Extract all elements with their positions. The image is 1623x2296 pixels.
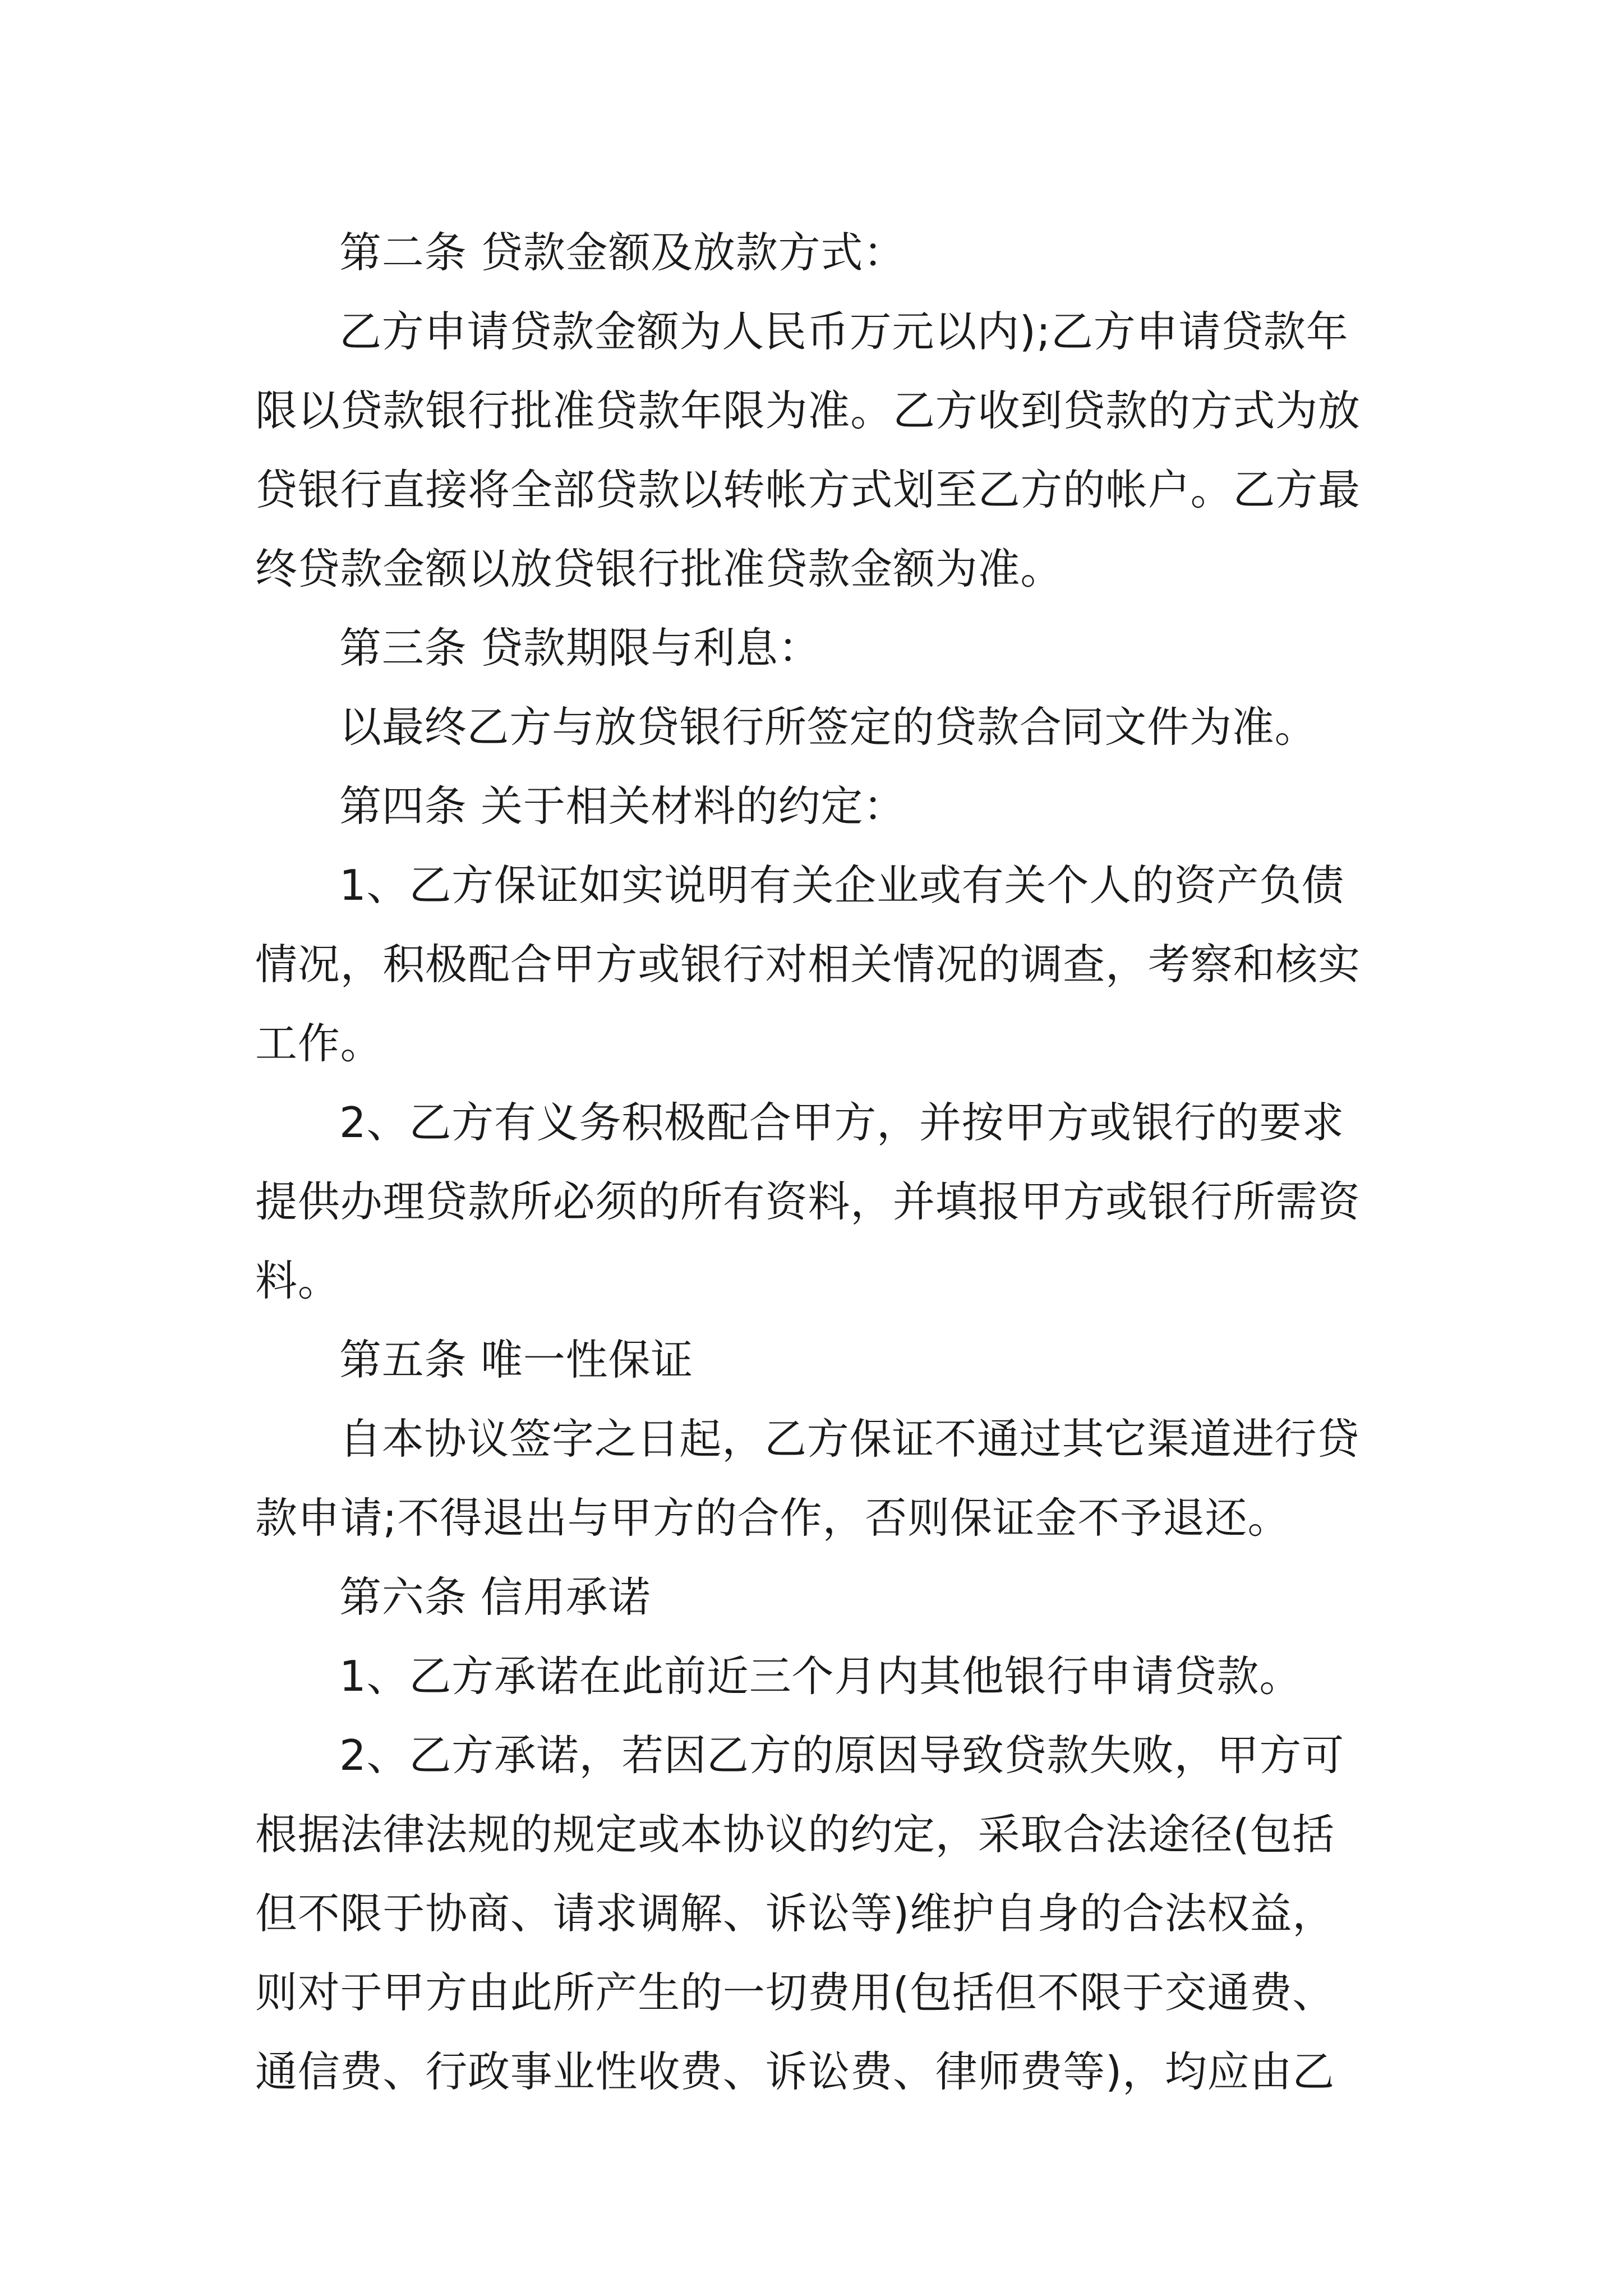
paragraph-line: 1、乙方承诺在此前近三个月内其他银行申请贷款。: [339, 1651, 1302, 1701]
paragraph-line: 但不限于协商、请求调解、诉讼等)维护自身的合法权益，: [255, 1889, 1335, 1938]
paragraph-line: 2、乙方有义务积极配合甲方，并按甲方或银行的要求: [339, 1098, 1344, 1147]
paragraph-line: 终贷款金额以放贷银行批准贷款金额为准。: [255, 544, 1063, 593]
paragraph-line: 则对于甲方由此所产生的一切费用(包括但不限于交通费、: [255, 1968, 1335, 2017]
paragraph-line: 自本协议签字之日起，乙方保证不通过其它渠道进行贷: [339, 1414, 1360, 1464]
article-5-heading: 第五条 唯一性保证: [339, 1335, 694, 1384]
paragraph-line: 以最终乙方与放贷银行所签定的贷款合同文件为准。: [339, 702, 1317, 752]
paragraph-line: 1、乙方保证如实说明有关企业或有关个人的资产负债: [339, 861, 1344, 910]
paragraph-line: 提供办理贷款所必须的所有资料，并填报甲方或银行所需资: [255, 1177, 1361, 1226]
paragraph-line: 情况，积极配合甲方或银行对相关情况的调查，考察和核实: [255, 940, 1361, 989]
article-4-heading: 第四条 关于相关材料的约定：: [339, 781, 906, 831]
paragraph-line: 工作。: [255, 1019, 383, 1068]
paragraph-line: 料。: [255, 1256, 340, 1305]
paragraph-line: 乙方申请贷款金额为人民币万元以内);乙方申请贷款年: [339, 307, 1349, 356]
paragraph-line: 款申请;不得退出与甲方的合作，否则保证金不予退还。: [255, 1493, 1290, 1543]
paragraph-line: 2、乙方承诺，若因乙方的原因导致贷款失败，甲方可: [339, 1731, 1344, 1780]
document-body: [255, 213, 1391, 2111]
paragraph-line: 限以贷款银行批准贷款年限为准。乙方收到贷款的方式为放: [255, 386, 1361, 435]
paragraph-line: 贷银行直接将全部贷款以转帐方式划至乙方的帐户。乙方最: [255, 465, 1361, 514]
article-2-heading: 第二条 贷款金额及放款方式：: [339, 228, 906, 277]
paragraph-line: 根据法律法规的规定或本协议的约定，采取合法途径(包括: [255, 1810, 1335, 1859]
article-6-heading: 第六条 信用承诺: [339, 1572, 651, 1622]
article-3-heading: 第三条 贷款期限与利息：: [339, 623, 821, 673]
paragraph-line: 通信费、行政事业性收费、诉讼费、律师费等)，均应由乙: [255, 2047, 1335, 2096]
